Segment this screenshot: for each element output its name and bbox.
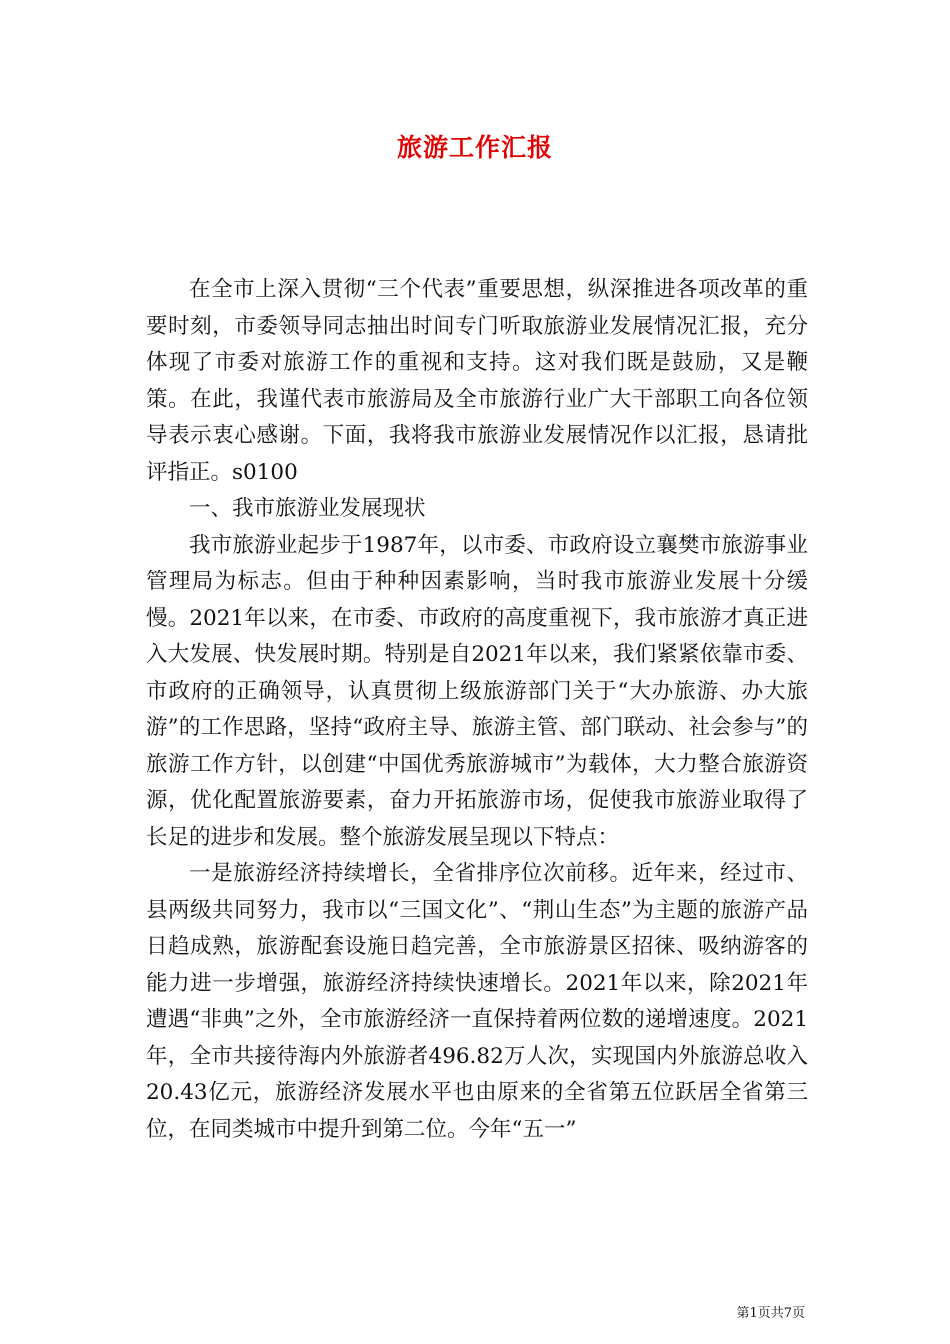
paragraph-intro: 在全市上深入贯彻“三个代表”重要思想，纵深推进各项改革的重要时刻，市委领导同志抽出时间专门听取旅游业发展情况汇报，充分体现了市委对旅游工作的重视和支持。这对我们既是鼓励，又是鞭策。在此，我谨代表市旅游局及全市旅游行业广大干部职工向各位领导表示衷心感谢。下面，我将我市旅游业发展情况作以汇报，恳请批评指正。s0100 <box>146 277 808 485</box>
page-number: 第1页共7页 <box>736 1306 805 1321</box>
section-heading: 一、我市旅游业发展现状 <box>189 496 426 521</box>
page-title: 旅游工作汇报 <box>396 133 553 162</box>
document-body <box>146 272 808 1148</box>
paragraph-history: 我市旅游业起步于1987年，以市委、市政府设立襄樊市旅游事业管理局为标志。但由于种种因素影响，当时我市旅游业发展十分缓慢。2021年以来，在市委、市政府的高度重视下，我市旅游才真正进入大发展、快发展时期。特别是自2021年以来，我们紧紧依靠市委、市政府的正确领导，认真贯彻上级旅游部门关于“大办旅游、办大旅游”的工作思路，坚持“政府主导、旅游主管、部门联动、社会参与”的旅游工作方针，以创建“中国优秀旅游城市”为载体，大力整合旅游资源，优化配置旅游要素，奋力开拓旅游市场，促使我市旅游业取得了长足的进步和发展。整个旅游发展呈现以下特点： <box>146 532 808 850</box>
paragraph-growth: 一是旅游经济持续增长，全省排序位次前移。近年来，经过市、县两级共同努力，我市以“三国文化”、“荆山生态”为主题的旅游产品日趋成熟，旅游配套设施日趋完善，全市旅游景区招徕、吸纳游客的能力进一步增强，旅游经济持续快速增长。2021年以来，除2021年遭遇“非典”之外，全市旅游经济一直保持着两位数的递增速度。2021年，全市共接待海内外旅游者496.82万人次，实现国内外旅游总收入20.43亿元，旅游经济发展水平也由原来的全省第五位跃居全省第三位，在同类城市中提升到第二位。今年“五一” <box>146 861 808 1142</box>
